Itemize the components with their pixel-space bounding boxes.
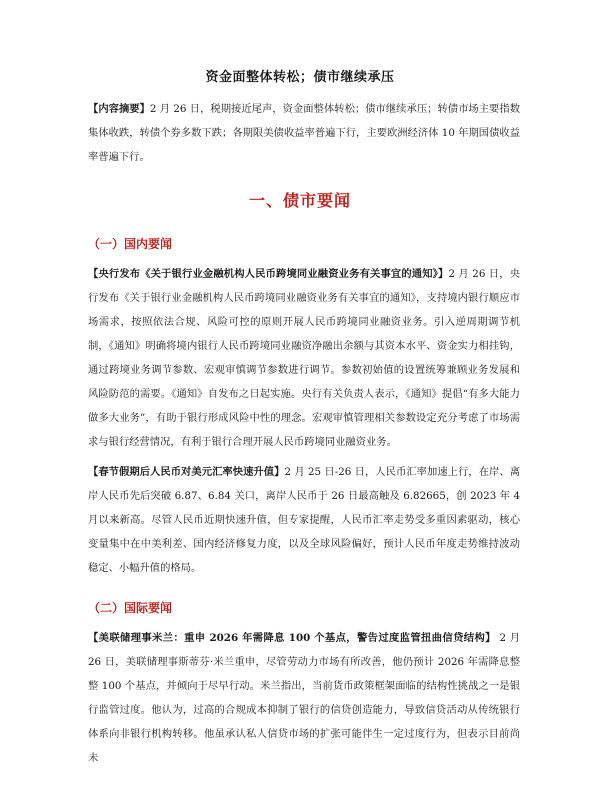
news-item-text: 2 月 26 日，美联储理事斯蒂芬·米兰重申，尽管劳动力市场有所改善，他仍预计 2026 年需降息整整 100 个基点，并倾向于尽早行动。米兰指出，当前货币政策框架面临的结构性挑战之一是银行监管过度。他认为，过高的合规成本抑制了银行的信贷创造能力，导致信贷活动从传统银行体系向非银行机构转移。他虽承认私人信贷市场的扩张可能伴生一定过度行为，但表示目前尚未 <box>88 632 520 764</box>
news-item-rmb-appreciation <box>88 460 520 580</box>
subsection-heading-international: （二）国际要闻 <box>88 601 173 615</box>
summary-label: 【内容摘要】 <box>88 103 150 115</box>
page-title: 资金面整体转松；债市继续承压 <box>205 70 395 85</box>
news-item-pboc-notice <box>88 262 520 454</box>
summary-paragraph <box>88 97 520 169</box>
news-item-text: 2 月 25 日-26 日，人民币汇率加速上行，在岸、离岸人民币先后突破 6.87、6.84 关口，离岸人民币于 26 日最高触及 6.82665，创 2023 年 4 月以来新高。尽管人民币近期快速升值，但专家提醒，人民币汇率走势受多重因素驱动，核心变量集中在中美利差、国内经济修复力度，以及全球风险偏好，预计人民币年度走势维持波动稳定、小幅升值的格局。 <box>88 466 521 574</box>
subsection-heading-domestic: （一）国内要闻 <box>88 237 173 251</box>
news-item-lead: 【春节假期后人民币对美元汇率快速升值】 <box>88 466 285 478</box>
news-item-fed-miran <box>88 626 520 786</box>
news-item-lead: 【央行发布《关于银行业金融机构人民币跨境同业融资业务有关事宜的通知》】 <box>88 268 449 280</box>
news-item-lead: 【美联储理事米兰：重申 2026 年需降息 100 个基点，警告过度监管扭曲信贷结构】 <box>88 632 496 644</box>
section-heading-bond-news: 一、债市要闻 <box>248 191 351 210</box>
news-item-text: 2 月 26 日，央行发布《关于银行业金融机构人民币跨境同业融资业务有关事宜的通知》，支持境内银行顺应市场需求，按照依法合规、风险可控的原则开展人民币跨境同业融资业务。引入逆周期调节机制，《通知》明确将境内银行人民币跨境同业融资净融出余额与其资本水平、资金实力相挂钩，通过跨境业务调节参数、宏观审慎调节参数进行调节。参数初始值的设置统筹兼顾业务发展和风险防范的需要。《通知》自发布之日起实施。央行有关负责人表示，《通知》提倡“有多大能力做多大业务”，有助于银行形成风险中性的理念。宏观审慎管理相关参数设定充分考虑了市场需求与银行经营情况，有利于银行合理开展人民币跨境同业融资业务。 <box>88 268 520 448</box>
summary-text: 2 月 26 日，税期接近尾声，资金面整体转松；债市继续承压；转债市场主要指数集体收跌，转债个券多数下跌；各期限美债收益率普遍下行，主要欧洲经济体 10 年期国债收益率普遍下行。 <box>88 103 520 163</box>
